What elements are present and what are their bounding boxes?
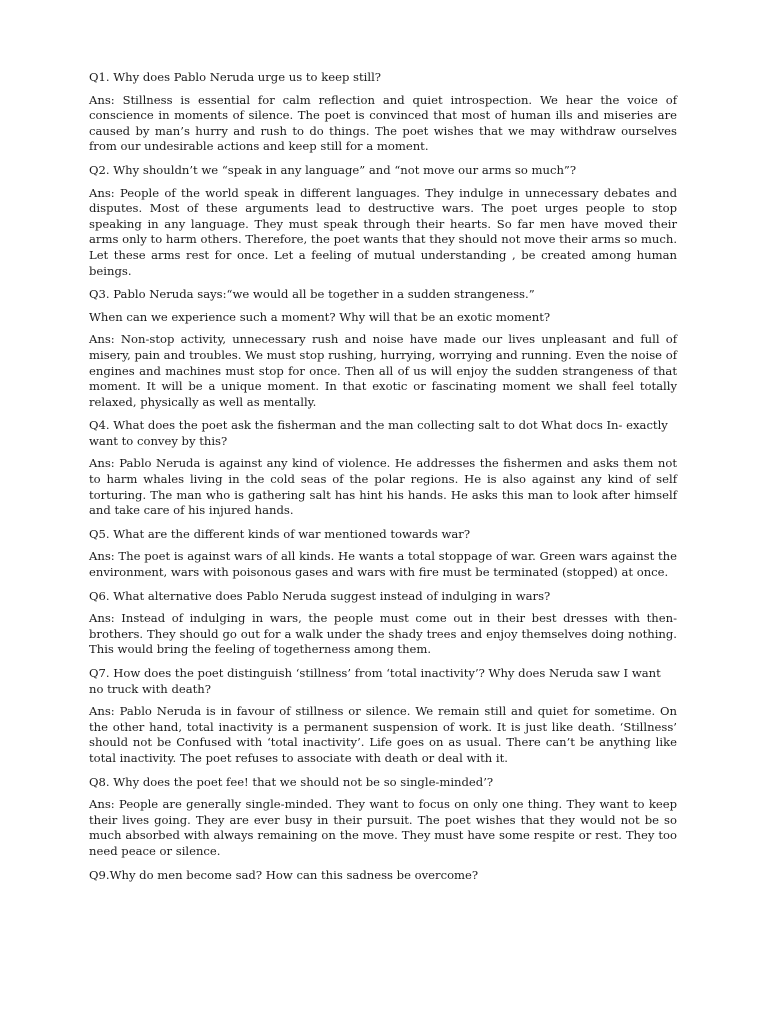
question-3: Q3. Pablo Neruda says:“we would all be together in a sudden strangeness.” [89,287,535,302]
answer-7: Ans: Pablo Neruda is in favour of stillness or silence. We remain still and quiet for sometime. On the other hand, total inactivity is a permanent suspension of work. It is just like death. ‘Stillness’ should not be Confused with ‘total inactivity’. Life goes on as usual. There can’t be anything like total inactivity. The poet refuses to associate with death or deal with it. [89,704,677,765]
answer-3: Ans: Non-stop activity, unnecessary rush and noise have made our lives unpleasant and full of misery, pain and troubles. We must stop rushing, hurrying, worrying and running. Even the noise of engines and machines must stop for once. Then all of us will enjoy the sudden strangeness of that moment. It will be a unique moment. In that exotic or fascinating moment we shall feel totally relaxed, physically as well as mentally. [89,332,677,409]
answer-1: Ans: Stillness is essential for calm reflection and quiet introspection. We hear the voice of conscience in moments of silence. The poet is convinced that most of human ills and miseries are caused by man’s hurry and rush to do things. The poet wishes that we may withdraw ourselves from our undesirable actions and keep still for a moment. [89,92,677,154]
question-8: Q8. Why does the poet fee! that we should not be so single-minded’? [89,774,494,789]
question-1: Q1. Why does Pablo Neruda urge us to keep still? [89,70,381,84]
document-page [89,70,677,890]
answer-2: Ans: People of the world speak in different languages. They indulge in unnecessary debates and disputes. Most of these arguments lead to destructive wars. The poet urges people to stop speaking in any language. They must speak through their hearts. So far men have moved their arms only to harm others. Therefore, the poet wants that they should not move their arms so much. Let these arms rest for once. Let a feeling of mutual understanding , be created among human beings. [89,185,677,278]
question-9: Q9.Why do men become sad? How can this sadness be overcome? [89,867,479,882]
answer-4: Ans: Pablo Neruda is against any kind of violence. He addresses the fishermen and asks them not to harm whales living in the cold seas of the polar regions. He is also against any kind of self torturing. The man who is gathering salt has hint his hands. He asks this man to look after himself and take care of his injured hands. [89,456,677,518]
question-6: Q6. What alternative does Pablo Neruda suggest instead of indulging in wars? [89,588,551,603]
question-7: Q7. How does the poet distinguish ‘stillness’ from ‘total inactivity’? Why does Neruda saw I want no truck with death? [89,666,661,696]
question-2: Q2. Why shouldn’t we “speak in any language” and “not move our arms so much”? [89,162,577,177]
answer-5: Ans: The poet is against wars of all kinds. He wants a total stoppage of war. Green wars against the environment, wars with poisonous gases and wars with fire must be terminated (stopped) at once. [89,549,677,580]
answer-6: Ans: Instead of indulging in wars, the people must come out in their best dresses with then- brothers. They should go out for a walk under the shady trees and enjoy themselves doing nothing. This would bring the feeling of togetherness among them. [89,611,677,657]
answer-8: Ans: People are generally single-minded. They want to focus on only one thing. They want to keep their lives going. They are ever busy in their pursuit. The poet wishes that they would not be so much absorbed with always remaining on the move. They must have some respite or rest. They too need peace or silence. [89,797,677,858]
question-4: Q4. What does the poet ask the fisherman and the man collecting salt to dot What docs In- exactly want to convey by this? [89,418,668,448]
question-5: Q5. What are the different kinds of war mentioned towards war? [89,526,471,541]
question-3-part-2: When can we experience such a moment? Why will that be an exotic moment? [89,309,551,324]
